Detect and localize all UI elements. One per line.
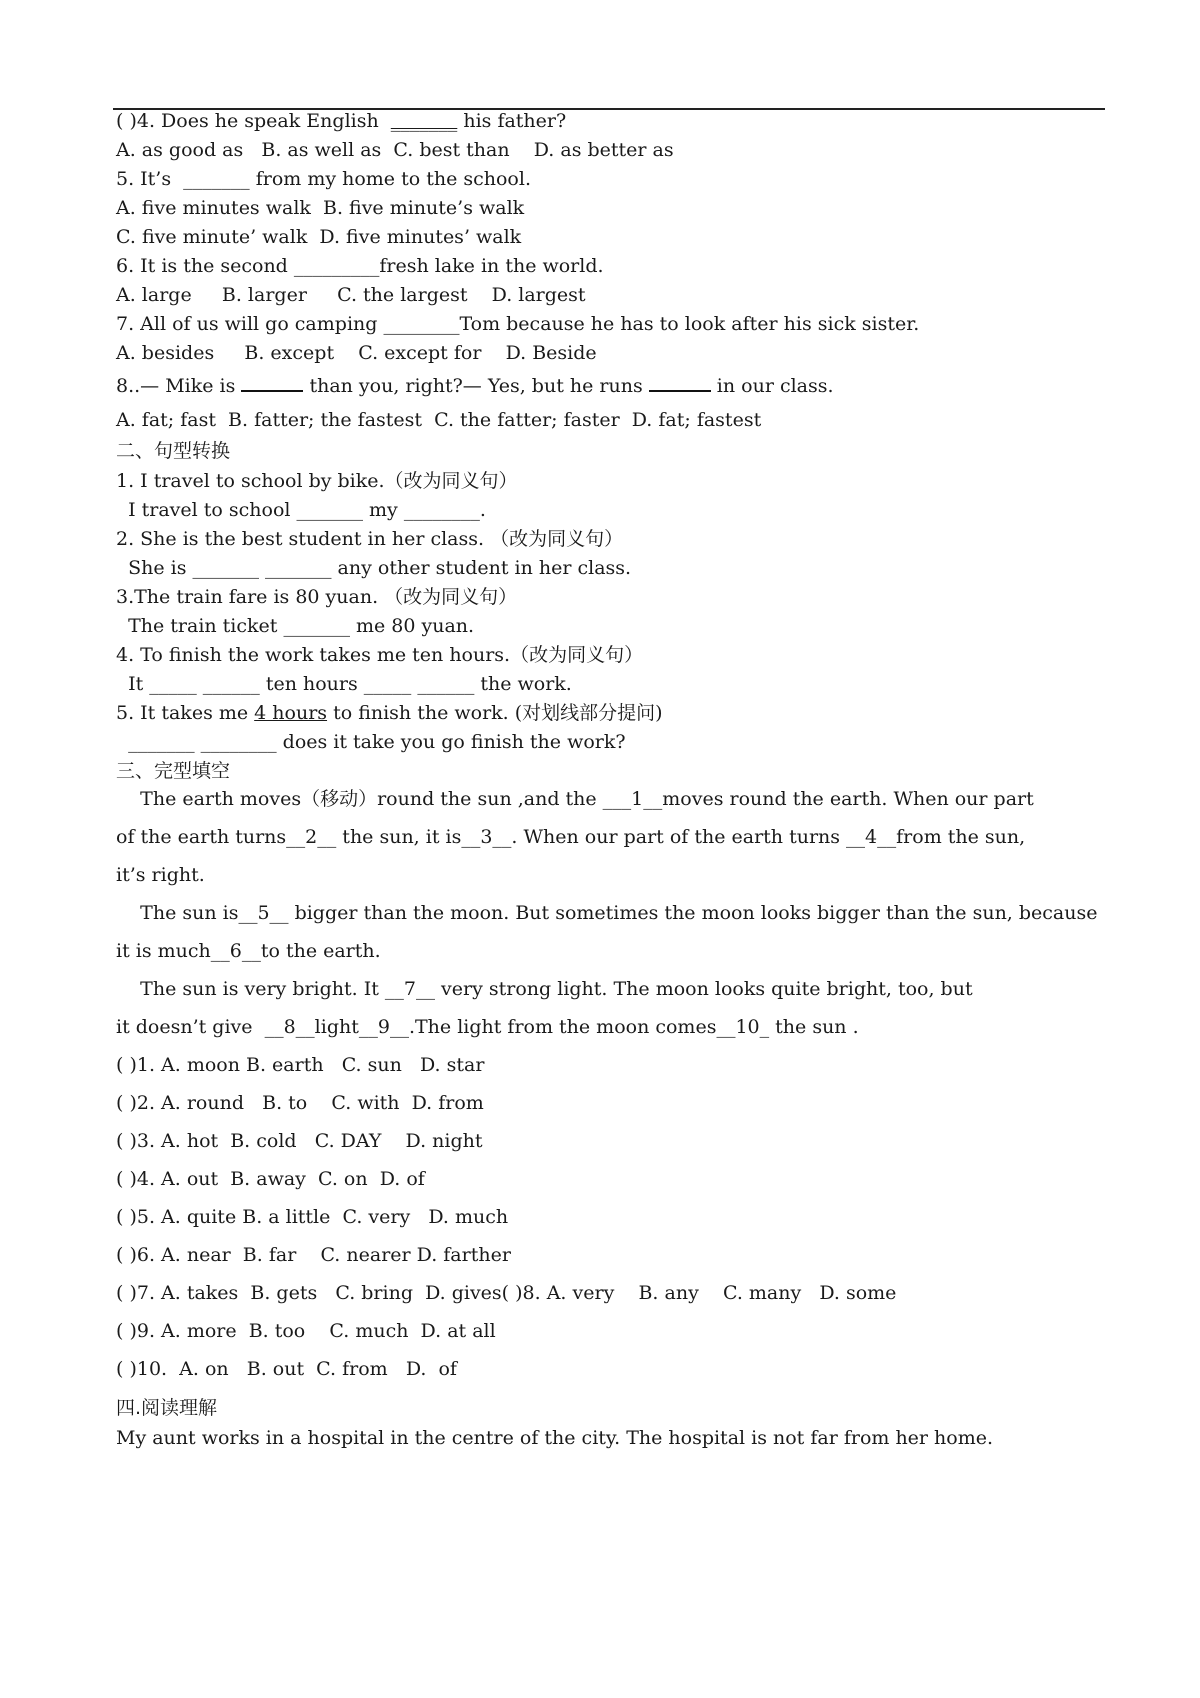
transform-1-answer: I travel to school _______ my ________. — [116, 499, 486, 521]
question-7-options: A. besides B. except C. except for D. Beside — [116, 342, 597, 364]
cloze-paragraph-2-line-1: The sun is__5__ bigger than the moon. But sometimes the moon looks bigger than the sun, because — [116, 902, 1098, 924]
cloze-choice-2: ( )2. A. round B. to C. with D. from — [116, 1092, 484, 1114]
question-4-options: A. as good as B. as well as C. best than D. as better as — [116, 139, 674, 161]
cloze-choice-10: ( )10. A. on B. out C. from D. of — [116, 1358, 457, 1380]
section-heading-cloze: 三、完型填空 — [116, 760, 231, 782]
question-7: 7. All of us will go camping ________Tom because he has to look after his sick sister. — [116, 313, 920, 335]
cloze-paragraph-2-line-2: it is much__6__to the earth. — [116, 940, 381, 962]
cloze-paragraph-1-line-1: The earth moves（移动）round the sun ,and the ___1__moves round the earth. When our part — [116, 788, 1034, 810]
question-5-options-cd: C. five minute’ walk D. five minutes’ walk — [116, 226, 522, 248]
question-6: 6. It is the second _________fresh lake in the world. — [116, 255, 604, 277]
cloze-choice-5: ( )5. A. quite B. a little C. very D. much — [116, 1206, 509, 1228]
section-heading-reading: 四.阅读理解 — [116, 1397, 218, 1419]
cloze-paragraph-3-line-2: it doesn’t give __8__light__9__.The light from the moon comes__10_ the sun . — [116, 1016, 859, 1038]
transform-3: 3.The train fare is 80 yuan. （改为同义句） — [116, 586, 518, 608]
cloze-choice-4: ( )4. A. out B. away C. on D. of — [116, 1168, 425, 1190]
transform-5-answer: _______ ________ does it take you go finish the work? — [116, 731, 626, 753]
cloze-paragraph-1-line-3: it’s right. — [116, 864, 205, 886]
cloze-choice-3: ( )3. A. hot B. cold C. DAY D. night — [116, 1130, 483, 1152]
cloze-choice-7-8: ( )7. A. takes B. gets C. bring D. gives( )8. A. very B. any C. many D. some — [116, 1282, 897, 1304]
reading-line-1: My aunt works in a hospital in the centre of the city. The hospital is not far from her home. — [116, 1427, 994, 1449]
cloze-choice-9: ( )9. A. more B. too C. much D. at all — [116, 1320, 496, 1342]
transform-1: 1. I travel to school by bike.（改为同义句） — [116, 470, 518, 492]
question-8: 8..— Mike is than you, right?— Yes, but he runs in our class. — [116, 375, 834, 397]
question-4: ( )4. Does he speak English _______ his father? — [116, 110, 567, 132]
question-6-options: A. large B. larger C. the largest D. largest — [116, 284, 586, 306]
question-5-options-ab: A. five minutes walk B. five minute’s walk — [116, 197, 525, 219]
cloze-paragraph-3-line-1: The sun is very bright. It __7__ very strong light. The moon looks quite bright, too, but — [116, 978, 973, 1000]
transform-2-answer: She is _______ _______ any other student in her class. — [116, 557, 632, 579]
question-8-options: A. fat; fast B. fatter; the fastest C. the fatter; faster D. fat; fastest — [116, 409, 762, 431]
answer-blank — [241, 373, 303, 392]
transform-3-answer: The train ticket _______ me 80 yuan. — [116, 615, 475, 637]
transform-5: 5. It takes me 4 hours to finish the work. (对划线部分提问) — [116, 702, 663, 724]
question-5: 5. It’s _______ from my home to the school. — [116, 168, 531, 190]
transform-4: 4. To finish the work takes me ten hours.（改为同义句） — [116, 644, 644, 666]
answer-blank — [649, 373, 711, 392]
cloze-choice-6: ( )6. A. near B. far C. nearer D. farther — [116, 1244, 511, 1266]
transform-2: 2. She is the best student in her class. （改为同义句） — [116, 528, 624, 550]
section-heading-sentence-transform: 二、句型转换 — [116, 440, 231, 462]
cloze-choice-1: ( )1. A. moon B. earth C. sun D. star — [116, 1054, 485, 1076]
cloze-paragraph-1-line-2: of the earth turns__2__ the sun, it is__3__. When our part of the earth turns __4__from the sun, — [116, 826, 1026, 848]
transform-4-answer: It _____ ______ ten hours _____ ______ the work. — [116, 673, 572, 695]
